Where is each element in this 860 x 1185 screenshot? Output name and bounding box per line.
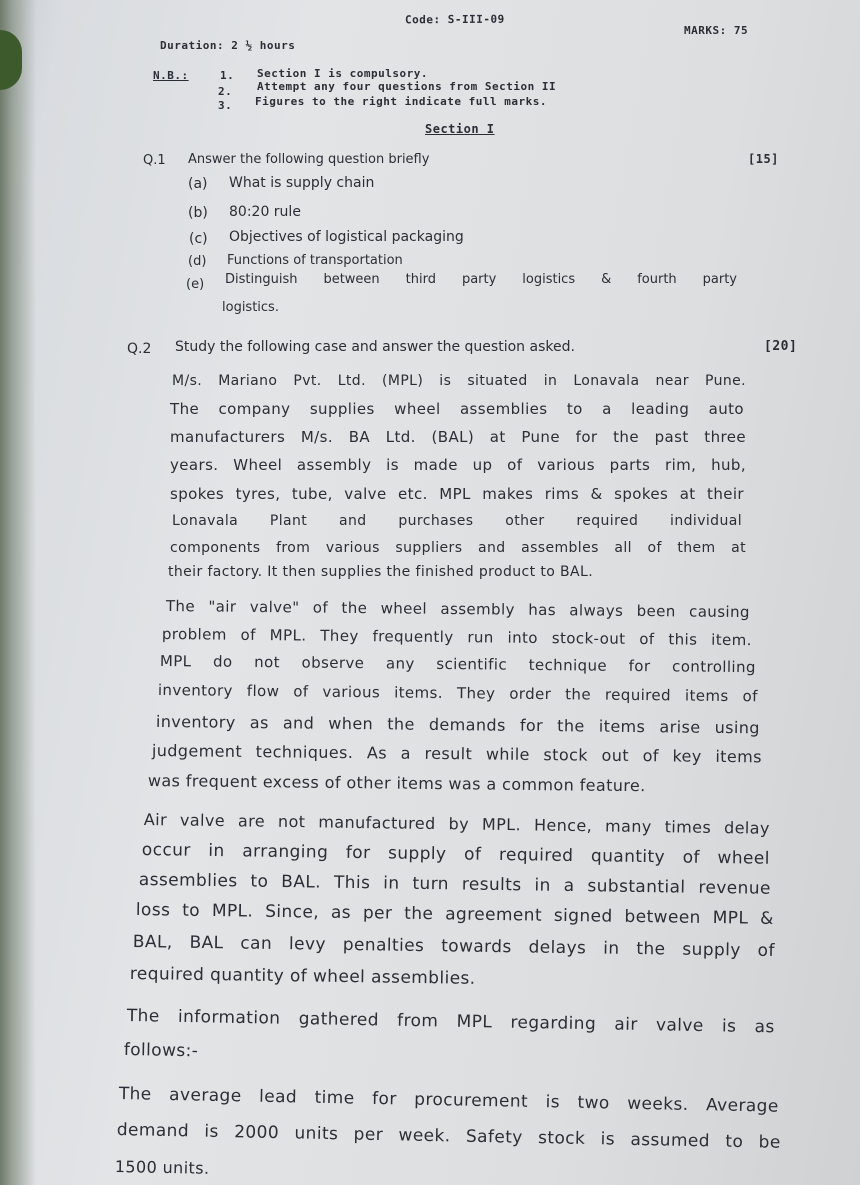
q2-para1-line: manufacturers M/s. BA Ltd. (BAL) at Pune for the past three xyxy=(170,428,746,446)
note-num-1: 1. xyxy=(220,69,235,82)
q2-marks: [20] xyxy=(764,339,798,354)
q2-para1-line: Lonavala Plant and purchases other required individual xyxy=(172,513,742,529)
q1-number: Q.1 xyxy=(143,153,166,168)
exam-code: Code: S-III-09 xyxy=(404,12,505,27)
q1-item-b-label: (b) xyxy=(188,205,208,221)
q2-para3-line: required quantity of wheel assemblies. xyxy=(129,964,476,989)
q2-number: Q.2 xyxy=(127,341,152,357)
q2-para1-line: spokes tyres, tube, valve etc. MPL makes rims & spokes at their xyxy=(170,485,744,503)
q2-prompt: Study the following case and answer the question asked. xyxy=(175,339,575,355)
q2-para5-line: The average lead time for procurement is two weeks. Average xyxy=(118,1084,779,1117)
q1-item-d-text: Functions of transportation xyxy=(227,253,403,268)
q2-para2-line: inventory flow of various items. They order the required items of xyxy=(157,681,758,706)
q2-para2-line: inventory as and when the demands for the items arise using xyxy=(155,712,760,738)
q1-item-e-label: (e) xyxy=(186,277,205,292)
q2-para3-line: Air valve are not manufactured by MPL. Hence, many times delay xyxy=(143,810,770,838)
total-marks: MARKS: 75 xyxy=(684,24,749,37)
section-title: Section I xyxy=(425,122,495,136)
q1-prompt: Answer the following question briefly xyxy=(188,152,430,167)
q2-para2-line: The "air valve" of the wheel assembly has always been causing xyxy=(165,597,750,622)
note-text-1: Section I is compulsory. xyxy=(257,67,428,80)
q1-item-e-text: Distinguish between third party logistics & fourth party xyxy=(225,272,737,287)
q2-para3-line: occur in arranging for supply of required quantity of wheel xyxy=(141,840,770,869)
q2-para1-line: components from various suppliers and assembles all of them at xyxy=(170,540,746,556)
q2-para2-line: problem of MPL. They frequently run into stock-out of this item. xyxy=(161,625,752,650)
q2-para4-line: The information gathered from MPL regarding air valve is as xyxy=(126,1006,775,1038)
q2-para5-line: demand is 2000 units per week. Safety stock is assumed to be xyxy=(116,1120,781,1153)
note-num-3: 3. xyxy=(218,99,233,112)
q2-para3-line: BAL, BAL can levy penalties towards delays in the supply of xyxy=(132,932,775,961)
note-text-2: Attempt any four questions from Section II xyxy=(257,80,557,93)
q1-item-e-cont: logistics. xyxy=(222,300,279,315)
q2-para3-line: loss to MPL. Since, as per the agreement signed between MPL & xyxy=(135,900,774,929)
q2-para2-line: was frequent excess of other items was a common feature. xyxy=(147,771,646,796)
q1-item-b-text: 80:20 rule xyxy=(229,204,301,220)
q1-item-a-label: (a) xyxy=(188,176,208,192)
q1-marks: [15] xyxy=(748,152,779,166)
note-text-3: Figures to the right indicate full marks. xyxy=(255,95,548,108)
q2-para1-line: M/s. Mariano Pvt. Ltd. (MPL) is situated in Lonavala near Pune. xyxy=(172,373,746,389)
q1-item-c-text: Objectives of logistical packaging xyxy=(229,229,464,245)
nb-label: N.B.: xyxy=(153,69,189,82)
duration: Duration: 2 ½ hours xyxy=(160,39,296,52)
note-num-2: 2. xyxy=(218,85,233,98)
q2-para1-line: The company supplies wheel assemblies to a leading auto xyxy=(170,400,744,418)
q2-para4-line: follows:- xyxy=(123,1040,199,1062)
q2-para2-line: MPL do not observe any scientific technique for controlling xyxy=(159,652,756,677)
q1-item-d-label: (d) xyxy=(188,254,207,269)
page-edge-shadow xyxy=(0,0,36,1185)
q2-para5-line: 1500 units. xyxy=(114,1157,210,1178)
q1-item-a-text: What is supply chain xyxy=(229,175,375,191)
q2-para3-line: assemblies to BAL. This in turn results in a substantial revenue xyxy=(138,870,771,899)
q1-item-c-label: (c) xyxy=(189,231,208,247)
q2-para1-line: their factory. It then supplies the finished product to BAL. xyxy=(168,564,594,580)
q2-para2-line: judgement techniques. As a result while stock out of key items xyxy=(151,741,762,767)
q2-para1-line: years. Wheel assembly is made up of various parts rim, hub, xyxy=(170,456,746,474)
